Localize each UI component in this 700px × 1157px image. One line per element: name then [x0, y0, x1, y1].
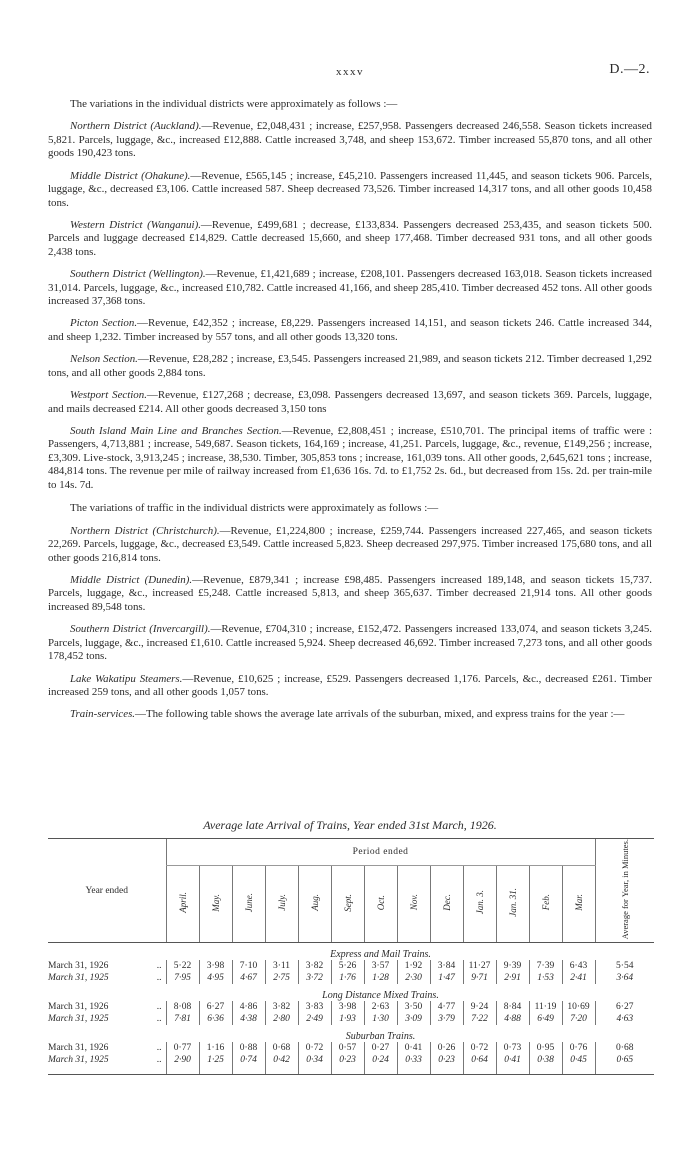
table-cell: 6·43: [562, 960, 595, 972]
paragraph-text: The variations of traffic in the individual districts were approximately as follows :—: [70, 502, 439, 515]
leader-dots: ..: [156, 961, 162, 972]
table-cell: 2·91: [496, 972, 529, 984]
table-cell: 2·63: [364, 1001, 397, 1013]
rule-cell: [48, 1066, 166, 1075]
row-label: March 31, 1925: [48, 973, 109, 984]
table-cell: 0·23: [331, 1054, 364, 1066]
paragraph-lead: Middle District (Ohakune).: [70, 169, 191, 182]
rule-cell: [364, 1066, 397, 1075]
paragraph: [48, 623, 652, 664]
table-cell: 7·10: [232, 960, 265, 972]
table-cell: 0·57: [331, 1042, 364, 1054]
table-cell: 0·41: [397, 1042, 430, 1054]
table-cell: 0·41: [496, 1054, 529, 1066]
paragraph-lead: Nelson Section.: [70, 353, 138, 366]
table-cell: 6·49: [529, 1013, 562, 1025]
month-header: [166, 865, 199, 943]
table-cell: 0·95: [529, 1042, 562, 1054]
paragraph-text: —The following table shows the average late arrivals of the suburban, mixed, and express trains for the year :—: [135, 708, 625, 721]
section-spacer: [595, 984, 654, 1001]
table-cell: 5·54: [595, 960, 654, 972]
period-ended-header: Period ended: [166, 839, 595, 866]
section-title: Express and Mail Trains.: [330, 949, 431, 961]
table-cell: 0·27: [364, 1042, 397, 1054]
table-row: [48, 960, 654, 972]
header-row: [48, 839, 654, 866]
table-cell: 1·53: [529, 972, 562, 984]
row-label: March 31, 1925: [48, 1055, 109, 1066]
table-cell: 4·88: [496, 1013, 529, 1025]
table-cell: 0·24: [364, 1054, 397, 1066]
table-cell: 3·09: [397, 1013, 430, 1025]
table-cell: 7·20: [562, 1013, 595, 1025]
table-cell: 2·30: [397, 972, 430, 984]
paragraph: [48, 389, 652, 416]
table-row: [48, 1001, 654, 1013]
month-header: [463, 865, 496, 943]
table-cell: 5·26: [331, 960, 364, 972]
table-cell: 2·41: [562, 972, 595, 984]
table-row: [48, 1054, 654, 1066]
table-cell: 4·86: [232, 1001, 265, 1013]
table-row: [48, 972, 654, 984]
report-body: [48, 98, 652, 731]
paragraph-text: —Revenue, £2,808,451 ; increase, £510,701. The principal items of traffic were : Passengers, 4,713,881 ; increase, 549,687. Season tickets, 164,169 ; increase, 41,251. Parcels, luggage, &c., revenue, £149,256 ; increase, £3,309. Live-stock, 3,913,245 ; increase, 38,530. Timber, 305,853 tons ; increase, 161,039 tons. All other goods, 2,645,621 tons ; increase, 484,814 tons. The revenue per mile of railway increased from £1,636 16s. 7d. to £1,752 2s. 6d., but decreased from 15s. 2d. per train-mile to 14s. 7d.: [48, 424, 653, 491]
rule-cell: [496, 1066, 529, 1075]
month-label: June.: [243, 892, 254, 913]
table-cell: 7·81: [166, 1013, 199, 1025]
paragraph: [48, 574, 652, 615]
paragraph-text: —Revenue, £42,352 ; increase, £8,229. Passengers increased 14,151, and season tickets 246. Cattle increased 344, and sheep 1,232. Timber increased by 557 tons, and all other goods 13,320 tons.: [48, 317, 652, 343]
paragraph-lead: South Island Main Line and Branches Section.: [70, 424, 282, 437]
table-cell: 0·45: [562, 1054, 595, 1066]
table-cell: 0·76: [562, 1042, 595, 1054]
section-title: Suburban Trains.: [345, 1031, 416, 1043]
rule-cell: [463, 1066, 496, 1075]
table-cell: 3·98: [331, 1001, 364, 1013]
month-label: May.: [210, 893, 221, 912]
table-cell: 0·26: [430, 1042, 463, 1054]
month-label: Jan. 3.: [474, 890, 485, 915]
paragraph-text: —Revenue, £127,268 ; decrease, £3,098. Passengers decreased 13,697, and season tickets 369. Parcels, luggage, and mails decreased £214. All other goods decreased 3,150 tons: [48, 389, 652, 415]
average-header: [595, 839, 654, 943]
table-cell: 6·27: [199, 1001, 232, 1013]
paragraph-text: —Revenue, £1,224,800 ; increase, £259,744. Passengers increased 227,465, and season tickets 22,269. Parcels, luggage, &c., decreased £3,549. Cattle increased 5,823. Sheep decreased 297,975. Timber increased 175,680 tons, and all other goods 216,814 tons.: [48, 524, 652, 564]
paragraph: [48, 268, 652, 309]
table-cell: 1·93: [331, 1013, 364, 1025]
table-cell: 0·42: [265, 1054, 298, 1066]
leader-dots: ..: [156, 1002, 162, 1013]
rule-cell: [529, 1066, 562, 1075]
table-cell: 3·50: [397, 1001, 430, 1013]
table-cell: 9·24: [463, 1001, 496, 1013]
table-cell: 1·92: [397, 960, 430, 972]
table-cell: 1·16: [199, 1042, 232, 1054]
table-cell: 0·68: [595, 1042, 654, 1054]
section-row: [48, 1025, 654, 1042]
table-cell: 0·64: [463, 1054, 496, 1066]
table-cell: 1·25: [199, 1054, 232, 1066]
table-cell: 0·72: [463, 1042, 496, 1054]
table-cell: 4·77: [430, 1001, 463, 1013]
table-cell: 4·38: [232, 1013, 265, 1025]
late-arrivals-table: [48, 838, 654, 1075]
table-cell: 1·76: [331, 972, 364, 984]
section-row: [48, 984, 654, 1001]
paragraph-text: —Revenue, £499,681 ; decrease, £133,834. Passengers decreased 253,435, and season tickets 500. Parcels and luggage decreased £14,829. Cattle decreased 15,660, and sheep 177,468. Timber decreased 931 tons, and all other goods 2,438 tons.: [48, 218, 652, 258]
rule-cell: [298, 1066, 331, 1075]
table-cell: 1·47: [430, 972, 463, 984]
table-cell: 2·49: [298, 1013, 331, 1025]
month-label: Nov.: [408, 894, 419, 911]
month-label: April.: [177, 892, 188, 913]
month-header: [232, 865, 265, 943]
table-cell: 3·11: [265, 960, 298, 972]
paragraph-text: —Revenue, £1,421,689 ; increase, £208,101. Passengers decreased 163,018. Season tickets increased 31,014. Parcels, luggage, &c., increased £10,782. Cattle increased 41,166, and sheep 285,410. Timber decreased 452 tons. All other goods increased 37,368 tons.: [48, 268, 652, 308]
table-title: Average late Arrival of Trains, Year ended 31st March, 1926.: [203, 818, 497, 832]
table-cell: 3·98: [199, 960, 232, 972]
month-label: Dec.: [441, 894, 452, 911]
leader-dots: ..: [156, 1055, 162, 1066]
paragraph: [48, 525, 652, 566]
table-cell: 7·95: [166, 972, 199, 984]
table-cell: 4·63: [595, 1013, 654, 1025]
paragraph-lead: Train-services.: [70, 708, 136, 721]
table-cell: 0·38: [529, 1054, 562, 1066]
rule-cell: [199, 1066, 232, 1075]
table-cell: 7·22: [463, 1013, 496, 1025]
month-label: July.: [276, 894, 287, 911]
table-cell: 9·71: [463, 972, 496, 984]
table-bottom-rule: [48, 1066, 654, 1075]
table-cell: 0·72: [298, 1042, 331, 1054]
rule-cell: [166, 1066, 199, 1075]
table-cell: 6·27: [595, 1001, 654, 1013]
document-reference: D.—2.: [609, 62, 650, 77]
table-row: [48, 1042, 654, 1054]
section-spacer: [595, 1025, 654, 1042]
year-ended-header: [48, 839, 166, 943]
month-header: [397, 865, 430, 943]
paragraph: [48, 317, 652, 344]
table-cell: 3·82: [265, 1001, 298, 1013]
paragraph-lead: Picton Section.: [70, 317, 138, 330]
section-spacer: [48, 1025, 166, 1042]
paragraph-lead: Western District (Wanganui).: [70, 218, 201, 231]
paragraph-text: The variations in the individual districts were approximately as follows :—: [70, 98, 398, 110]
table-cell: 0·65: [595, 1054, 654, 1066]
month-header: [430, 865, 463, 943]
month-header: [298, 865, 331, 943]
table-cell: 0·34: [298, 1054, 331, 1066]
paragraph: [48, 353, 652, 380]
row-label: March 31, 1925: [48, 1014, 109, 1025]
rule-cell: [562, 1066, 595, 1075]
month-label: Aug.: [309, 894, 320, 911]
paragraph-lead: Westport Section.: [70, 389, 147, 402]
paragraph: [48, 708, 652, 722]
section-title: Long Distance Mixed Trains.: [322, 990, 439, 1002]
section-spacer: [595, 943, 654, 961]
table-cell: 9·39: [496, 960, 529, 972]
average-label: Average for Year, in Minutes.: [619, 839, 630, 940]
table-cell: 11·27: [463, 960, 496, 972]
section-spacer: [48, 943, 166, 961]
month-header: [331, 865, 364, 943]
month-header: [265, 865, 298, 943]
paragraph-lead: Southern District (Invercargill).: [70, 623, 211, 636]
paragraph-lead: Northern District (Auckland).: [70, 120, 202, 133]
rule-cell: [265, 1066, 298, 1075]
table-cell: 0·74: [232, 1054, 265, 1066]
table-cell: 0·23: [430, 1054, 463, 1066]
table-cell: 4·95: [199, 972, 232, 984]
leader-dots: ..: [156, 1014, 162, 1025]
paragraph-lead: Middle District (Dunedin).: [70, 573, 193, 586]
month-header: [364, 865, 397, 943]
table-cell: 0·88: [232, 1042, 265, 1054]
paragraph: [48, 219, 652, 260]
paragraph: [48, 673, 652, 700]
table-cell: 1·28: [364, 972, 397, 984]
table-cell: 3·82: [298, 960, 331, 972]
rule-cell: [397, 1066, 430, 1075]
month-label: Oct.: [375, 894, 386, 911]
month-header: [199, 865, 232, 943]
paragraph: [48, 98, 652, 112]
month-label: Jan. 31.: [507, 888, 518, 917]
rule-cell: [331, 1066, 364, 1075]
table-cell: 3·72: [298, 972, 331, 984]
row-label: March 31, 1926: [48, 961, 109, 972]
table-cell: 1·30: [364, 1013, 397, 1025]
rule-cell: [595, 1066, 654, 1075]
month-header: [562, 865, 595, 943]
table-cell: 3·79: [430, 1013, 463, 1025]
table-cell: 11·19: [529, 1001, 562, 1013]
month-label: Sept.: [342, 893, 353, 912]
paragraph: [48, 425, 652, 493]
section-row: [48, 943, 654, 961]
section-spacer: [48, 984, 166, 1001]
table-cell: 2·90: [166, 1054, 199, 1066]
paragraph-text: —Revenue, £565,145 ; increase, £45,210. Passengers increased 11,445, and season tickets 906. Parcels, luggage, &c., decreased £3,106. Cattle increased 587. Sheep decreased 73,526. Timber increased 14,317 tons, and all other goods 10,458 tons.: [48, 169, 652, 209]
month-header: [529, 865, 562, 943]
row-label: March 31, 1926: [48, 1002, 109, 1013]
paragraph-lead: Lake Wakatipu Steamers.: [70, 672, 183, 685]
paragraph-lead: Southern District (Wellington).: [70, 268, 206, 281]
table-cell: 5·22: [166, 960, 199, 972]
table-cell: 8·08: [166, 1001, 199, 1013]
row-label: March 31, 1926: [48, 1043, 109, 1054]
paragraph-text: —Revenue, £704,310 ; increase, £152,472. Passengers increased 133,074, and season tickets 3,245. Parcels, luggage, &c., increased £1,610. Cattle increased 5,924. Sheep decreased 46,692. Timber increased 7,273 tons, and all other goods 178,452 tons.: [48, 623, 652, 663]
paragraph: [48, 502, 652, 516]
table-cell: 0·73: [496, 1042, 529, 1054]
paragraph-text: —Revenue, £28,282 ; increase, £3,545. Passengers increased 21,989, and season tickets 212. Timber decreased 1,292 tons, and all other goods 2,884 tons.: [48, 353, 652, 379]
table-cell: 8·84: [496, 1001, 529, 1013]
paragraph-text: —Revenue, £2,048,431 ; increase, £257,958. Passengers decreased 246,558. Season tickets increased 5,821. Parcels, luggage, &c., increased £12,888. Cattle increased 3,748, and sheep 153,672. Timber increased 55,870 tons, and all other goods 190,423 tons.: [48, 120, 652, 160]
paragraph: [48, 170, 652, 211]
month-label: Mar.: [573, 894, 584, 911]
paragraph-lead: Northern District (Christchurch).: [70, 524, 220, 537]
table-cell: 3·57: [364, 960, 397, 972]
month-header: [496, 865, 529, 943]
table-cell: 0·77: [166, 1042, 199, 1054]
leader-dots: ..: [156, 1043, 162, 1054]
rule-cell: [232, 1066, 265, 1075]
table-cell: 0·33: [397, 1054, 430, 1066]
paragraph: [48, 120, 652, 161]
table-row: [48, 1013, 654, 1025]
page-number: xxxv: [336, 66, 364, 78]
leader-dots: ..: [156, 973, 162, 984]
table-cell: 7·39: [529, 960, 562, 972]
table-cell: 6·36: [199, 1013, 232, 1025]
table-cell: 4·67: [232, 972, 265, 984]
table-cell: 0·68: [265, 1042, 298, 1054]
month-label: Feb.: [540, 894, 551, 911]
table-cell: 3·84: [430, 960, 463, 972]
table-cell: 2·75: [265, 972, 298, 984]
table-cell: 3·83: [298, 1001, 331, 1013]
rule-cell: [430, 1066, 463, 1075]
year-ended-label: Year ended: [85, 885, 129, 896]
table-cell: 10·69: [562, 1001, 595, 1013]
paragraph-text: —Revenue, £10,625 ; increase, £529. Passengers decreased 1,176. Parcels, &c., decreased £261. Timber increased 259 tons, and all other goods 1,057 tons.: [48, 672, 652, 699]
table-cell: 3·64: [595, 972, 654, 984]
table-cell: 2·80: [265, 1013, 298, 1025]
paragraph-text: —Revenue, £879,341 ; increase £98,485. Passengers increased 189,148, and season tickets 15,737. Parcels, luggage, &c., increased £5,248. Cattle increased 5,813, and sheep 365,637. Timber decreased 21,914 tons. All other goods increased 89,548 tons.: [48, 573, 652, 613]
